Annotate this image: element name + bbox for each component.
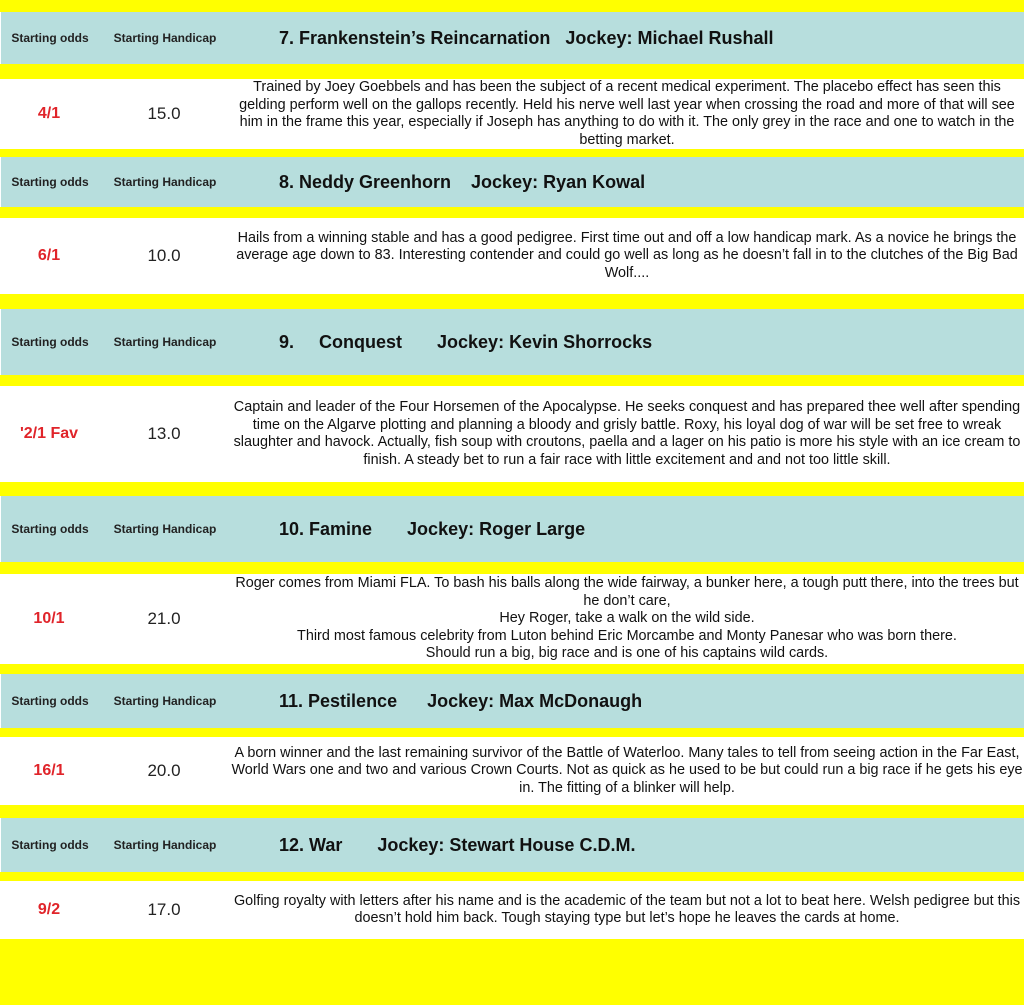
odds-value: '2/1 Fav xyxy=(19,425,79,442)
entry-row xyxy=(0,218,1024,294)
odds-value: 16/1 xyxy=(33,762,65,779)
starting-handicap-label: Starting Handicap xyxy=(113,838,217,852)
starting-odds-label: Starting odds xyxy=(11,31,89,45)
entry-row xyxy=(0,574,1024,664)
starting-handicap-label: Starting Handicap xyxy=(113,335,217,349)
handicap-value: 20.0 xyxy=(147,761,181,780)
entry-header xyxy=(0,818,1024,872)
starting-handicap-label: Starting Handicap xyxy=(113,694,217,708)
handicap-value: 17.0 xyxy=(147,900,181,919)
horse-description: Trained by Joey Goebbels and has been the subject of a recent medical experiment. The placebo effect has seen this gelding perform well on the gallops recently. Held his nerve well last year when crossing the road and more of that will see him in the frame this year, especially if Joseph has anything to do with it. The only grey in the race and one to watch in the betting market. xyxy=(239,79,1015,148)
entry-header xyxy=(0,309,1024,375)
starting-handicap-label: Starting Handicap xyxy=(113,522,217,536)
entry-row xyxy=(0,737,1024,805)
entry-row xyxy=(0,79,1024,149)
starting-odds-label: Starting odds xyxy=(11,335,89,349)
starting-odds-label: Starting odds xyxy=(11,694,89,708)
horse-description: Roger comes from Miami FLA. To bash his balls along the wide fairway, a bunker here, a tough putt there, into the trees but he don’t care, Hey Roger, take a walk on the wild side. Third most famous celebrity from Luton behind Eric Morcambe and Monty Panesar who was born there. Should run a big, big race and is one of his captains wild cards. xyxy=(235,575,1019,662)
horse-title: 10. Famine Jockey: Roger Large xyxy=(279,518,586,539)
starting-odds-label: Starting odds xyxy=(11,838,89,852)
handicap-value: 13.0 xyxy=(147,424,181,443)
horse-description: Hails from a winning stable and has a good pedigree. First time out and off a low handicap mark. As a novice he brings the average age down to 83. Interesting contender and could go well as long as he doesn’t fall in to the clutches of the Big Bad Wolf.... xyxy=(236,229,1018,281)
horse-title: 9. Conquest Jockey: Kevin Shorrocks xyxy=(279,331,653,352)
entry-header xyxy=(0,496,1024,562)
horse-title: 11. Pestilence Jockey: Max McDonaugh xyxy=(279,690,643,711)
handicap-value: 10.0 xyxy=(147,246,181,265)
horse-description: Golfing royalty with letters after his name and is the academic of the team but not a lot to beat here. Welsh pedigree but this doesn’t hold him back. Tough staying type but let’s hope he leaves the cards at home. xyxy=(233,892,1021,926)
horse-title: 8. Neddy Greenhorn Jockey: Ryan Kowal xyxy=(279,171,646,192)
entry-header xyxy=(0,157,1024,207)
starting-handicap-label: Starting Handicap xyxy=(113,31,217,45)
entry-header xyxy=(0,12,1024,64)
entry-row xyxy=(0,386,1024,482)
odds-value: 6/1 xyxy=(37,247,61,264)
odds-value: 10/1 xyxy=(33,610,65,627)
handicap-value: 21.0 xyxy=(147,609,181,628)
entry-header xyxy=(0,674,1024,728)
horse-description: A born winner and the last remaining survivor of the Battle of Waterloo. Many tales to tell from seeing action in the Far East, World Wars one and two and various Crown Courts. Not as quick as he used to be but could run a big race if he gets his eye in. The fitting of a blinker will help. xyxy=(231,744,1023,796)
odds-value: 4/1 xyxy=(37,105,61,122)
entry-row xyxy=(0,881,1024,939)
horse-description: Captain and leader of the Four Horsemen of the Apocalypse. He seeks conquest and has prepared thee well after spending time on the Algarve plotting and planning a bloody and grisly battle. Roxy, his loyal dog of war will be set free to wreak slaughter and havock. Actually, fish soup with croutons, paella and a lager on his patio is more his style with an ice cream to finish. A steady bet to run a fair race with little excitement and and not too little skill. xyxy=(233,399,1021,468)
starting-odds-label: Starting odds xyxy=(11,522,89,536)
horse-title: 7. Frankenstein’s Reincarnation Jockey: Michael Rushall xyxy=(279,27,774,48)
handicap-value: 15.0 xyxy=(147,104,181,123)
starting-odds-label: Starting odds xyxy=(11,175,89,189)
odds-value: 9/2 xyxy=(37,901,61,918)
horse-title: 12. War Jockey: Stewart House C.D.M. xyxy=(279,834,636,855)
starting-handicap-label: Starting Handicap xyxy=(113,175,217,189)
